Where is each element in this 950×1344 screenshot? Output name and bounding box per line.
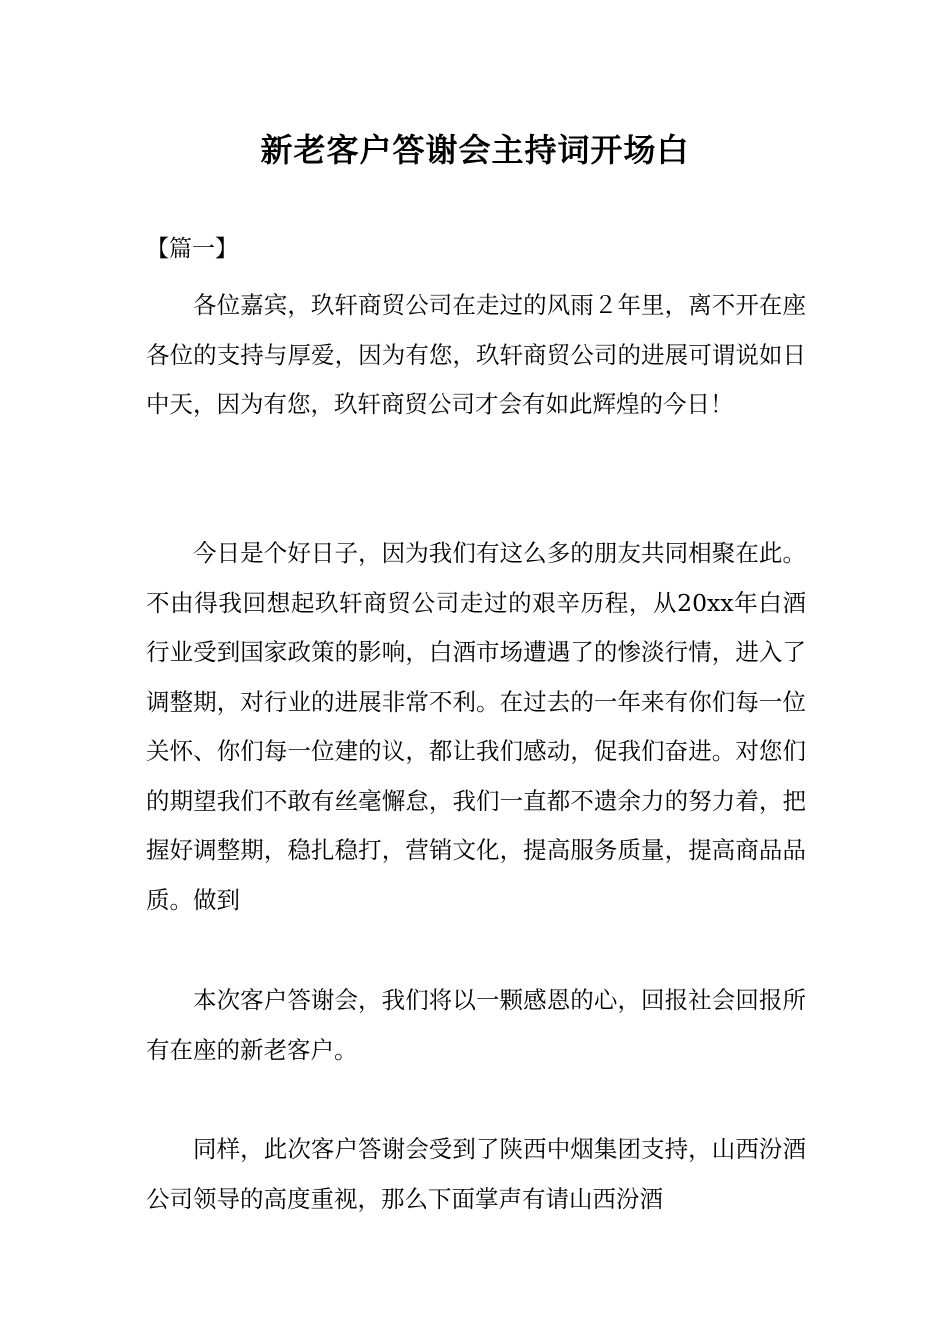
document-title: 新老客户答谢会主持词开场白 <box>260 131 690 169</box>
paragraph: 今日是个好日子，因为我们有这么多的朋友共同相聚在此。不由得我回想起玖轩商贸公司走过的艰辛历程，从20xx年白酒行业受到国家政策的影响，白酒市场遭遇了的惨淡行情，进入了调整期，对行业的进展非常不利。在过去的一年来有你们每一位关怀、你们每一位建的议，都让我们感动，促我们奋进。对您们的期望我们不敢有丝毫懈怠，我们一直都不遗余力的努力着，把握好调整期，稳扎稳打，营销文化，提高服务质量，提高商品品质。做到 <box>146 539 806 914</box>
paragraph: 各位嘉宾，玖轩商贸公司在走过的风雨２年里，离不开在座各位的支持与厚爱，因为有您，玖轩商贸公司的进展可谓说如日中天，因为有您，玖轩商贸公司才会有如此辉煌的今日！ <box>146 291 806 418</box>
section-label: 【篇一】 <box>146 236 238 262</box>
paragraph: 同样，此次客户答谢会受到了陕西中烟集团支持，山西汾酒公司领导的高度重视，那么下面掌声有请山西汾酒 <box>146 1135 806 1213</box>
paragraph: 本次客户答谢会，我们将以一颗感恩的心，回报社会回报所有在座的新老客户。 <box>146 986 806 1064</box>
